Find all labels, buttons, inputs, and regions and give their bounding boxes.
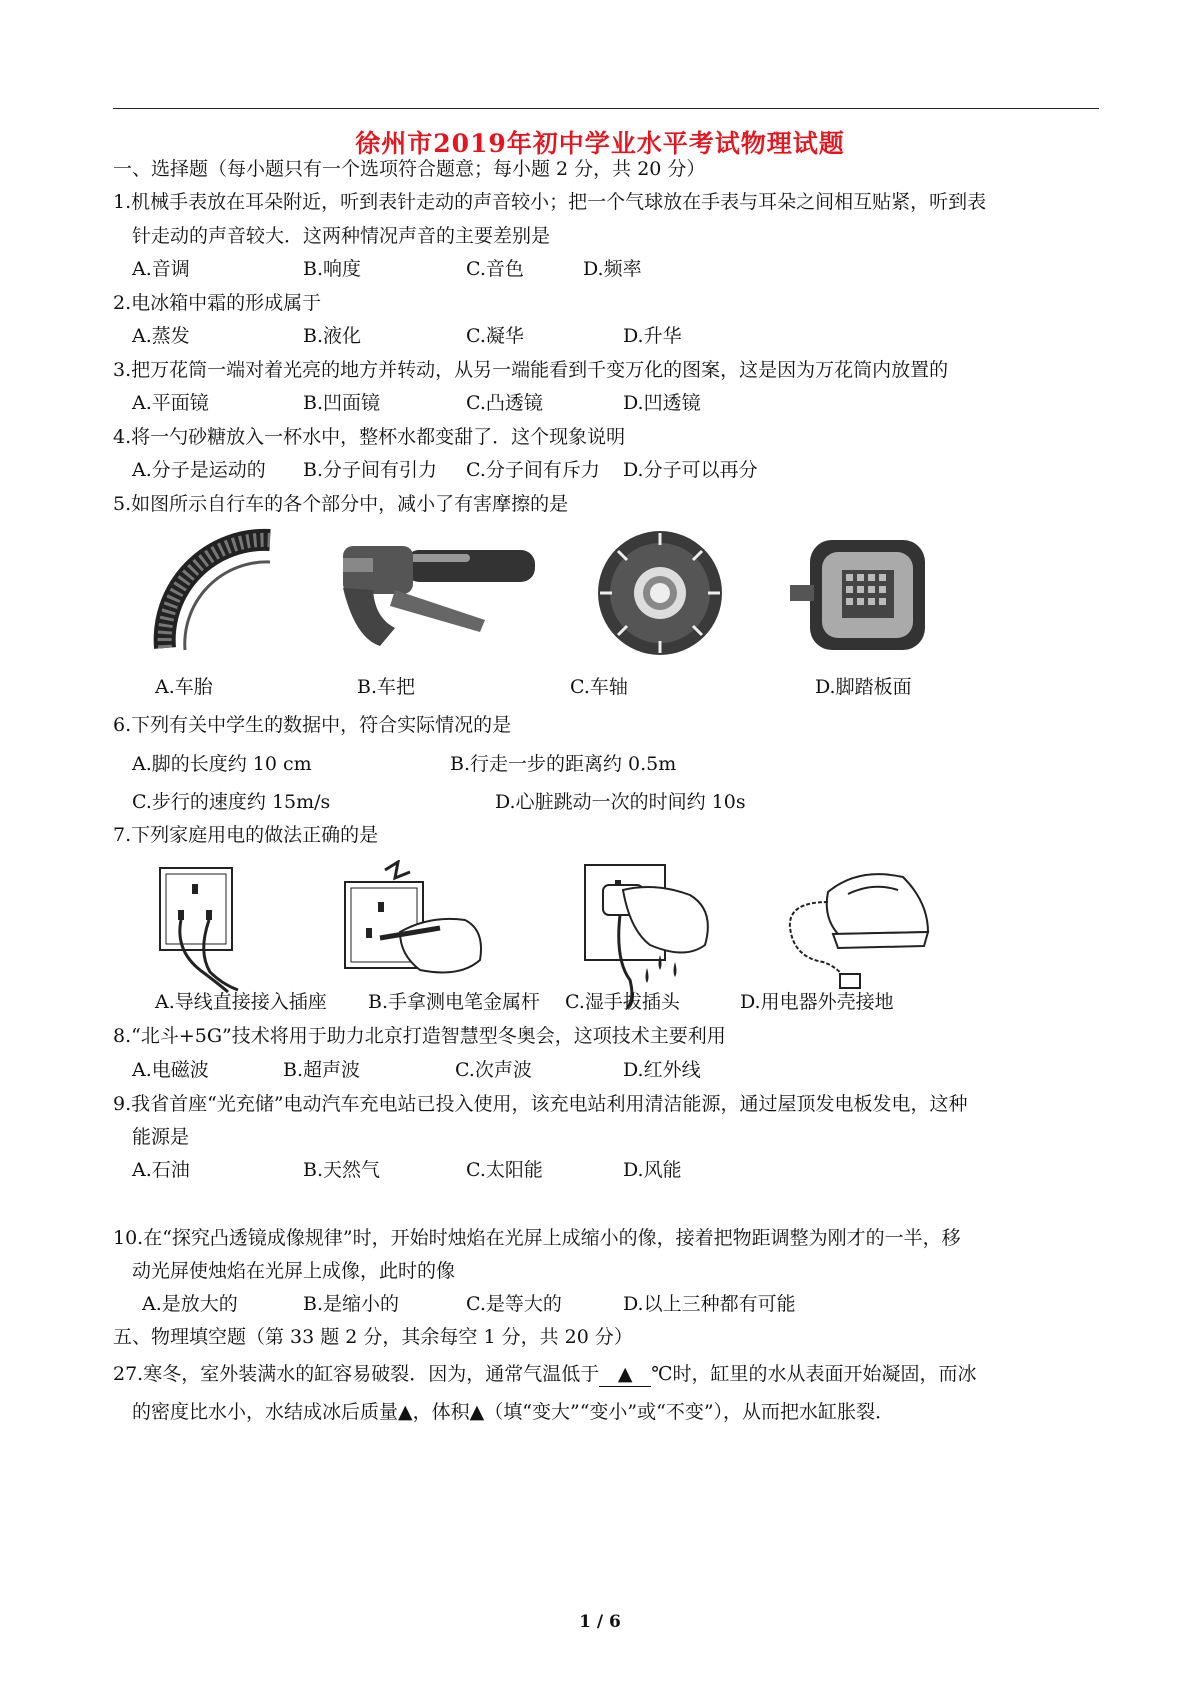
question-9-line-1: 9.我省首座“光充储”电动汽车充电站已投入使用，该充电站利用清洁能源，通过屋顶发电板发电，这种 — [113, 1093, 968, 1115]
question-2-line-1: 2.电冰箱中霜的形成属于 — [113, 292, 322, 314]
q7-option-d: D.用电器外壳接地 — [740, 991, 894, 1013]
question-5-line-1: 5.如图所示自行车的各个部分中，减小了有害摩擦的是 — [113, 493, 569, 515]
question-4-line-1: 4.将一勺砂糖放入一杯水中，整杯水都变甜了．这个现象说明 — [113, 426, 626, 448]
q6-option-c: C.步行的速度约 15m/s — [132, 791, 331, 813]
question-10-line-2: 动光屏使烛焰在光屏上成像，此时的像 — [132, 1260, 456, 1282]
q3-option-d: D.凹透镜 — [623, 392, 701, 414]
q5-option-b: B.车把 — [357, 676, 416, 698]
q1-option-b: B.响度 — [303, 258, 362, 280]
q5-option-a: A.车胎 — [155, 676, 213, 698]
q6-option-a: A.脚的长度约 10 cm — [132, 753, 312, 775]
q9-option-c: C.太阳能 — [466, 1159, 543, 1181]
q3-option-a: A.平面镜 — [132, 392, 209, 414]
q4-option-b: B.分子间有引力 — [303, 459, 438, 481]
q7-option-b: B.手拿测电笔金属杆 — [368, 991, 541, 1013]
q27-text-3: 的密度比水小，水结成冰后质量 — [132, 1401, 399, 1423]
q27-text-4: ，体积 — [412, 1401, 470, 1423]
question-3-line-1: 3.把万花筒一端对着光亮的地方并转动，从另一端能看到千变万化的图案，这是因为万花筒内放置的 — [113, 359, 949, 381]
q3-option-b: B.凹面镜 — [303, 392, 381, 414]
q2-option-c: C.凝华 — [466, 325, 524, 347]
q9-option-b: B.天然气 — [303, 1159, 381, 1181]
question-27-line-1 — [113, 1362, 976, 1387]
q27-text-1: 27.寒冬，室外装满水的缸容易破裂．因为，通常气温低于 — [113, 1363, 600, 1385]
q4-option-c: C.分子间有斥力 — [466, 459, 600, 481]
section-heading-fill: 五、物理填空题（第 33 题 2 分，其余每空 1 分，共 20 分） — [113, 1326, 633, 1348]
q2-option-d: D.升华 — [623, 325, 682, 347]
q6-option-b: B.行走一步的距离约 0.5m — [450, 753, 677, 775]
q8-option-d: D.红外线 — [623, 1059, 701, 1081]
wet-hand-plug-image — [575, 860, 725, 1010]
question-9-line-2: 能源是 — [132, 1126, 190, 1148]
q1-option-a: A.音调 — [132, 258, 190, 280]
q4-option-a: A.分子是运动的 — [132, 459, 266, 481]
q5-option-d: D.脚踏板面 — [815, 676, 912, 698]
q27-text-5: （填“变大”“变小”或“不变”），从而把水缸胀裂． — [484, 1401, 895, 1423]
q4-option-d: D.分子可以再分 — [623, 459, 758, 481]
question-27-line-2 — [132, 1400, 894, 1424]
question-1-line-2: 针走动的声音较大．这两种情况声音的主要差别是 — [132, 225, 551, 247]
q1-option-c: C.音色 — [466, 258, 524, 280]
tire-image — [145, 528, 275, 658]
question-10-line-1: 10.在“探究凸透镜成像规律”时，开始时烛焰在光屏上成缩小的像，接着把物距调整为刚才的一半，移 — [113, 1227, 961, 1249]
question-8-line-1: 8.“北斗+5G”技术将用于助力北京打造智慧型冬奥会，这项技术主要利用 — [113, 1025, 726, 1047]
question-7-line-1: 7.下列家庭用电的做法正确的是 — [113, 824, 379, 846]
q10-option-a: A.是放大的 — [142, 1293, 238, 1315]
q9-option-a: A.石油 — [132, 1159, 190, 1181]
q27-text-2: ℃时，缸里的水从表面开始凝固，而冰 — [651, 1363, 977, 1385]
q27-blank-1: ▲ — [599, 1362, 651, 1387]
q2-option-a: A.蒸发 — [132, 325, 190, 347]
section-heading-choice: 一、选择题（每小题只有一个选项符合题意；每小题 2 分，共 20 分） — [113, 158, 706, 180]
q27-blank-2: ▲ — [398, 1401, 413, 1423]
iron-grounded-image — [778, 862, 938, 992]
handlebar-image — [335, 528, 540, 658]
q9-option-d: D.风能 — [623, 1159, 682, 1181]
question-1-line-1: 1.机械手表放在耳朵附近，听到表针走动的声音较小；把一个气球放在手表与耳朵之间相互贴紧，听到表 — [113, 191, 987, 213]
page-number: 1 / 6 — [579, 1612, 621, 1632]
q27-blank-3: ▲ — [469, 1401, 485, 1423]
q2-option-b: B.液化 — [303, 325, 362, 347]
q10-option-c: C.是等大的 — [466, 1293, 562, 1315]
q8-option-b: B.超声波 — [283, 1059, 361, 1081]
q8-option-c: C.次声波 — [455, 1059, 532, 1081]
q10-option-b: B.是缩小的 — [303, 1293, 400, 1315]
header-rule — [113, 108, 1099, 109]
q6-option-d: D.心脏跳动一次的时间约 10s — [495, 791, 746, 813]
wires-in-socket-image — [150, 860, 250, 995]
q8-option-a: A.电磁波 — [132, 1059, 209, 1081]
q1-option-d: D.频率 — [583, 258, 642, 280]
pedal-image — [790, 530, 940, 660]
q7-option-a: A.导线直接接入插座 — [155, 991, 327, 1013]
question-6-line-1: 6.下列有关中学生的数据中，符合实际情况的是 — [113, 714, 512, 736]
q3-option-c: C.凸透镜 — [466, 392, 543, 414]
q7-option-c: C.湿手拔插头 — [565, 991, 680, 1013]
axle-image — [585, 525, 735, 660]
test-pen-image — [340, 860, 490, 995]
q5-option-c: C.车轴 — [570, 676, 628, 698]
q10-option-d: D.以上三种都有可能 — [623, 1293, 796, 1315]
page-title: 徐州市2019年初中学业水平考试物理试题 — [355, 129, 845, 158]
